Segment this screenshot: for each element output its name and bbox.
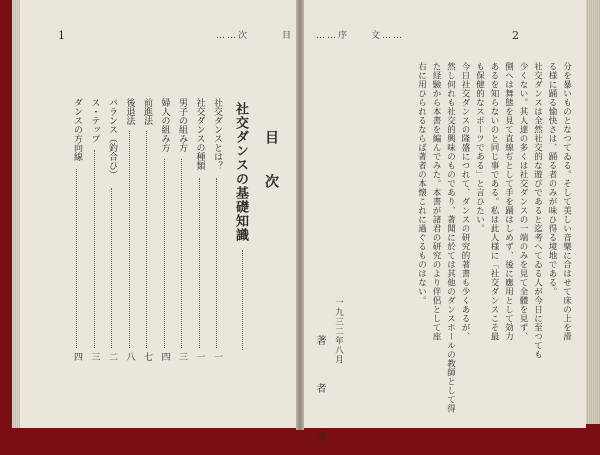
toc-subtitle: 社交ダンスの基礎知識 [233,102,248,242]
preface-author: 著 者 識 [314,335,325,455]
open-book [6,0,596,455]
toc-item-page: 八 [124,352,135,361]
toc-item-label: 婦人の組み方 [159,98,170,152]
preface-line: 少くない。其人達の多くは社交ダンスの一端のみを見て全體を見ず、 [518,62,528,341]
toc-item-page: 三 [89,352,100,361]
preface-line: 社交ダンスは全然社交的な遊びであると迄考へてゐる人が今日に至つても [532,62,543,359]
toc-item-page: 七 [142,352,152,361]
toc-subtitle-leader [242,250,243,350]
toc-leader-dots [181,159,182,348]
left-page [20,0,296,428]
right-page-number: 2 [512,29,519,42]
left-running-header: ……次 目 [216,31,294,41]
toc-item-page: 四 [159,352,170,361]
toc-leader-dots [199,178,200,348]
book-spine [296,0,304,430]
preface-line: 側へは舞態を見て直線ぢとして手を踊はしめず、後に應用として効力 [503,62,514,341]
toc-item-page: 一 [194,352,205,361]
toc-leader-dots [76,169,77,349]
right-page [304,0,586,455]
toc-leader-dots [164,159,165,348]
toc-item-label: バランス（釣合ひ） [107,98,117,179]
toc-item-page: 一 [212,352,222,361]
preface-line: 然し何れも社交的興味のものであり、著聞に於ては其他のダンスホールの教師として得 [445,62,456,413]
toc-title: 目 次 [263,130,279,196]
toc-item-page: 二 [107,352,117,361]
preface-line: る様に踊る愉快さは、踊る者のみが味ひ得る境地である。 [547,62,557,296]
toc-item-page: 三 [177,352,187,361]
toc-leader-dots [94,150,95,349]
toc-leader-dots [129,131,130,349]
right-running-header: ……序 文…… [316,31,405,41]
preface-line: も保健的なスポーツである」と言ひたい。 [474,62,485,233]
toc-item-label: 男子の組み方 [177,98,187,152]
preface-line: 分を暴いものとなつてゐる。そして美しい音樂に合はせて床の上を滑 [561,62,572,341]
preface-date: 一九三二年八月 [333,298,344,365]
preface-line: た経驗から本書を編んでみた。本書が諸君の研究のより伴侶として座 [431,62,441,341]
preface-line: 右に用ひられるならば著者の本懐これに過ぐるものはない。 [416,62,427,305]
right-page-edges [586,0,600,424]
toc-leader-dots [216,178,217,348]
toc-item-label: ス・テップ [89,98,100,143]
toc-leader-dots [111,188,112,349]
toc-leader-dots [146,131,147,349]
toc-item-label: 前進法 [142,98,152,125]
left-page-number: 1 [58,29,65,42]
toc-item-page: 四 [72,352,82,361]
preface-line: 今日社交ダンスの隆盛につれて、ダンスの研究的著書も少くあるが、 [460,62,470,341]
toc-item-label: 社交ダンスの種類 [194,98,205,170]
preface-line: あるを知らないのと同じ事である。私は此人様に「社交ダンスこそ最 [489,62,499,341]
left-page-edges [12,0,20,428]
toc-item-label: 社交ダンスとは？ [212,98,222,170]
toc-item-label: 後退法 [124,98,135,125]
toc-item-label: ダンスの方向線 [72,98,82,161]
